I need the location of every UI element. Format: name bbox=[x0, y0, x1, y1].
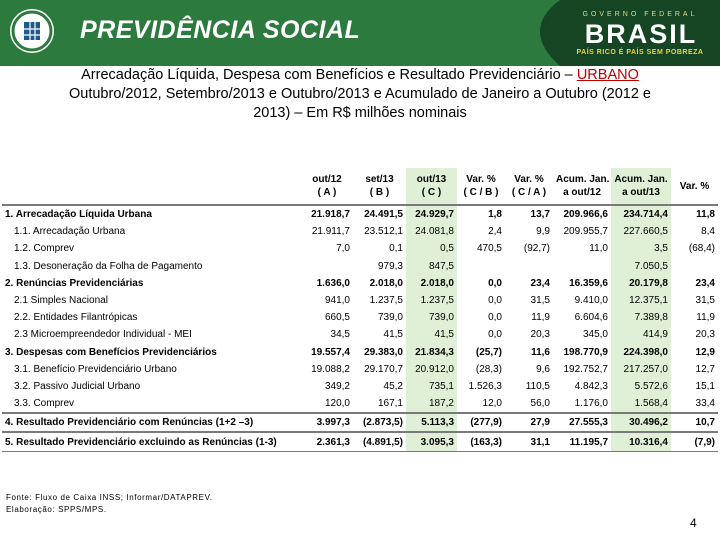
table-cell: 33,4 bbox=[695, 398, 715, 410]
gov-slogan: PAÍS RICO É PAÍS SEM POBREZA bbox=[576, 49, 704, 56]
table-cell: 941,0 bbox=[324, 295, 350, 307]
column-header-line2: ( B ) bbox=[369, 187, 390, 198]
row-label: 1.2. Comprev bbox=[14, 243, 75, 255]
table-cell: 739,0 bbox=[377, 312, 403, 324]
header-banner bbox=[0, 0, 720, 66]
table-cell: 9.410,0 bbox=[574, 295, 608, 307]
column-header bbox=[2, 168, 301, 205]
credits-line: Elaboração: SPPS/MPS. bbox=[6, 505, 107, 514]
table-cell: 2.018,0 bbox=[406, 275, 457, 292]
table-cell: 0,0 bbox=[488, 277, 502, 289]
title-line3: 2013) – Em R$ milhões nominais bbox=[253, 105, 467, 121]
table-cell: 0,5 bbox=[406, 240, 457, 257]
column-header bbox=[553, 168, 611, 205]
row-label: 2.3 Microempreendedor Individual - MEI bbox=[14, 329, 192, 341]
table-cell: (4.891,5) bbox=[353, 432, 406, 451]
table-row bbox=[2, 432, 718, 451]
column-header-line1: out/13 bbox=[416, 174, 447, 185]
row-label: 3.2. Passivo Judicial Urbano bbox=[14, 380, 141, 392]
page-number: 4 bbox=[690, 516, 697, 530]
table-cell: 31,1 bbox=[505, 432, 553, 451]
table-cell: 5.572,6 bbox=[611, 378, 671, 395]
table-row bbox=[2, 205, 718, 223]
table-cell: 209.966,6 bbox=[563, 209, 608, 221]
previdencia-logo-icon bbox=[10, 9, 54, 53]
row-label: 5. Resultado Previdenciário excluindo as Renúncias (1-3) bbox=[2, 432, 301, 451]
table-cell: 7.050,5 bbox=[611, 258, 671, 275]
row-label: 3. Despesas com Benefícios Previdenciários bbox=[5, 346, 217, 358]
table-row bbox=[2, 378, 718, 395]
table-cell: 12.375,1 bbox=[611, 292, 671, 309]
table-cell: 0,0 bbox=[488, 312, 502, 324]
table-cell: 0,0 bbox=[488, 329, 502, 341]
table-cell: 8,4 bbox=[701, 226, 715, 238]
table-cell: 735,1 bbox=[406, 378, 457, 395]
table-cell: 6.604,6 bbox=[574, 312, 608, 324]
table-cell: 9,9 bbox=[536, 226, 550, 238]
source-line: Fonte: Fluxo de Caixa INSS; Informar/DATAPREV. bbox=[6, 493, 213, 502]
column-header-line2: ( C ) bbox=[421, 187, 442, 198]
table-row bbox=[2, 413, 718, 432]
column-header-line2: ( C / B ) bbox=[463, 187, 499, 198]
table-cell: 29.170,7 bbox=[364, 363, 403, 375]
table-cell: 660,5 bbox=[324, 312, 350, 324]
row-label: 1.1. Arrecadação Urbana bbox=[14, 226, 126, 238]
table-cell: 23,4 bbox=[695, 277, 715, 289]
table-cell: 24.491,5 bbox=[364, 209, 403, 221]
table-cell: 27,9 bbox=[505, 413, 553, 432]
table-cell: 20,3 bbox=[695, 329, 715, 341]
table-cell: 847,5 bbox=[406, 258, 457, 275]
table-cell: 21.911,7 bbox=[311, 226, 350, 238]
table-cell: 11,0 bbox=[589, 243, 608, 255]
table-cell: 3,5 bbox=[611, 240, 671, 257]
revenue-table bbox=[2, 168, 718, 452]
table-cell: 11,9 bbox=[531, 312, 550, 324]
table-cell: 15,1 bbox=[695, 380, 715, 392]
table-cell: 1.526,3 bbox=[468, 380, 502, 392]
column-header bbox=[505, 168, 553, 205]
brand-title: PREVIDÊNCIA SOCIAL bbox=[80, 16, 361, 44]
table-cell: 470,5 bbox=[476, 243, 502, 255]
table-cell: 10,7 bbox=[671, 413, 718, 432]
table-cell: 198.770,9 bbox=[563, 346, 608, 358]
table-cell: 20.179,8 bbox=[611, 275, 671, 292]
column-header-line1: out/12 bbox=[312, 174, 342, 185]
data-table-wrapper bbox=[2, 168, 718, 452]
table-cell: 187,2 bbox=[406, 395, 457, 413]
table-cell: 1.237,5 bbox=[406, 292, 457, 309]
table-cell: 19.088,2 bbox=[311, 363, 350, 375]
table-row bbox=[2, 258, 718, 275]
table-row bbox=[2, 275, 718, 292]
table-cell: 10.316,4 bbox=[611, 432, 671, 451]
table-cell: (2.873,5) bbox=[353, 413, 406, 432]
column-header bbox=[611, 168, 671, 205]
table-cell: 227.660,5 bbox=[611, 223, 671, 240]
column-header-line2: a out/13 bbox=[622, 187, 660, 198]
table-cell: 29.383,0 bbox=[364, 346, 403, 358]
table-cell: 4.842,3 bbox=[574, 380, 608, 392]
brasil-logo-text: BRASIL bbox=[584, 19, 698, 49]
table-cell: 234.714,4 bbox=[611, 205, 671, 223]
table-cell: 11,6 bbox=[531, 346, 550, 358]
table-cell: 31,5 bbox=[695, 295, 715, 307]
gov-federal-label: GOVERNO FEDERAL bbox=[582, 11, 698, 18]
table-cell: 0,0 bbox=[488, 295, 502, 307]
table-cell: 21.834,3 bbox=[406, 344, 457, 361]
source-note bbox=[6, 492, 213, 516]
table-cell: 9,6 bbox=[536, 363, 550, 375]
table-cell: 23,4 bbox=[530, 277, 550, 289]
table-cell: 1.636,0 bbox=[316, 277, 350, 289]
table-header-row bbox=[2, 168, 718, 205]
table-cell bbox=[505, 258, 553, 275]
table-cell: 31,5 bbox=[530, 295, 550, 307]
row-label: 2.2. Entidades Filantrópicas bbox=[14, 312, 138, 324]
column-header-line1: Var. % bbox=[514, 174, 544, 185]
table-cell: 20,3 bbox=[530, 329, 550, 341]
column-header-line2: a out/12 bbox=[563, 187, 601, 198]
table-cell: (92,7) bbox=[523, 243, 550, 255]
table-cell: 24.929,7 bbox=[406, 205, 457, 223]
table-cell: 20.912,0 bbox=[406, 361, 457, 378]
row-label: 1.3. Desoneração da Folha de Pagamento bbox=[14, 260, 203, 272]
row-label: 4. Resultado Previdenciário com Renúncias (1+2 –3) bbox=[2, 413, 301, 432]
table-cell: 21.918,7 bbox=[311, 209, 350, 221]
row-label: 1. Arrecadação Líquida Urbana bbox=[5, 209, 152, 221]
table-cell: (7,9) bbox=[671, 432, 718, 451]
title-highlight: URBANO bbox=[576, 67, 639, 83]
row-label: 3.1. Benefício Previdenciário Urbano bbox=[14, 363, 177, 375]
table-cell: 1.237,5 bbox=[369, 295, 403, 307]
table-cell: (68,4) bbox=[688, 243, 715, 255]
table-row bbox=[2, 344, 718, 361]
table-cell bbox=[671, 258, 718, 275]
table-cell: 12,7 bbox=[695, 363, 715, 375]
table-cell: 23.512,1 bbox=[364, 226, 403, 238]
table-cell: (25,7) bbox=[475, 346, 502, 358]
table-cell: 27.555,3 bbox=[553, 413, 611, 432]
column-header bbox=[353, 168, 406, 205]
table-cell: 2.018,0 bbox=[369, 277, 403, 289]
column-header-line2: ( C / A ) bbox=[511, 187, 547, 198]
table-cell: (277,9) bbox=[457, 413, 505, 432]
table-row bbox=[2, 395, 718, 413]
table-cell: 1.176,0 bbox=[574, 398, 608, 410]
table-cell: 41,5 bbox=[406, 326, 457, 343]
slide-title bbox=[10, 66, 710, 123]
table-cell: 5.113,3 bbox=[406, 413, 457, 432]
table-cell bbox=[457, 258, 505, 275]
table-cell: 19.557,4 bbox=[311, 346, 350, 358]
column-header bbox=[457, 168, 505, 205]
table-cell: 11,9 bbox=[696, 312, 715, 324]
table-cell: 30.496,2 bbox=[611, 413, 671, 432]
column-header-line1: set/13 bbox=[365, 174, 394, 185]
column-header bbox=[671, 168, 718, 205]
row-label: 2. Renúncias Previdenciárias bbox=[5, 277, 144, 289]
table-cell: 217.257,0 bbox=[611, 361, 671, 378]
table-cell: 3.997,3 bbox=[301, 413, 353, 432]
table-cell: 34,5 bbox=[330, 329, 350, 341]
table-cell: 349,2 bbox=[324, 380, 350, 392]
table-cell: 45,2 bbox=[383, 380, 403, 392]
table-row bbox=[2, 223, 718, 240]
column-header-line1: Var. % bbox=[466, 174, 496, 185]
column-header bbox=[301, 168, 353, 205]
table-cell bbox=[301, 258, 353, 275]
table-cell: 110,5 bbox=[525, 380, 550, 392]
table-cell: 13,7 bbox=[530, 209, 550, 221]
table-cell: 7,0 bbox=[336, 243, 350, 255]
column-header-line1: Acum. Jan. bbox=[556, 174, 610, 185]
table-cell: 11.195,7 bbox=[553, 432, 611, 451]
table-cell: 7.389,8 bbox=[611, 309, 671, 326]
table-cell: 16.359,6 bbox=[569, 277, 608, 289]
table-cell: 1.568,4 bbox=[611, 395, 671, 413]
table-cell: 12,9 bbox=[695, 346, 715, 358]
table-cell: 56,0 bbox=[530, 398, 550, 410]
table-row bbox=[2, 309, 718, 326]
table-cell: 3.095,3 bbox=[406, 432, 457, 451]
table-cell bbox=[553, 258, 611, 275]
table-cell: 11,8 bbox=[696, 209, 715, 221]
column-header-line1: Var. % bbox=[679, 180, 710, 192]
table-cell: 414,9 bbox=[611, 326, 671, 343]
table-cell: 345,0 bbox=[582, 329, 608, 341]
table-cell: (163,3) bbox=[457, 432, 505, 451]
table-cell: (28,3) bbox=[475, 363, 502, 375]
table-cell: 739,0 bbox=[406, 309, 457, 326]
row-label: 2.1 Simples Nacional bbox=[14, 295, 108, 307]
row-label: 3.3. Comprev bbox=[14, 398, 75, 410]
table-cell: 167,1 bbox=[377, 398, 403, 410]
column-header bbox=[406, 168, 457, 205]
table-cell: 41,5 bbox=[383, 329, 403, 341]
table-cell: 2.361,3 bbox=[301, 432, 353, 451]
table-cell: 224.398,0 bbox=[611, 344, 671, 361]
table-cell: 0,1 bbox=[389, 243, 403, 255]
table-cell: 120,0 bbox=[324, 398, 350, 410]
table-row bbox=[2, 292, 718, 309]
table-row bbox=[2, 326, 718, 343]
table-cell: 192.752,7 bbox=[563, 363, 608, 375]
title-line2: Outubro/2012, Setembro/2013 e Outubro/2013 e Acumulado de Janeiro a Outubro (2012 e bbox=[68, 86, 651, 102]
table-cell: 979,3 bbox=[377, 260, 403, 272]
table-cell: 24.081,8 bbox=[406, 223, 457, 240]
table-cell: 2,4 bbox=[488, 226, 502, 238]
title-line1: Arrecadação Líquida, Despesa com Benefícios e Resultado Previdenciário – bbox=[81, 67, 577, 83]
column-header-line1: Acum. Jan. bbox=[614, 174, 668, 185]
table-row bbox=[2, 361, 718, 378]
table-cell: 209.955,7 bbox=[563, 226, 608, 238]
table-row bbox=[2, 240, 718, 257]
table-cell: 1,8 bbox=[488, 209, 502, 221]
column-header-line2: ( A ) bbox=[317, 187, 337, 198]
table-cell: 12,0 bbox=[482, 398, 502, 410]
